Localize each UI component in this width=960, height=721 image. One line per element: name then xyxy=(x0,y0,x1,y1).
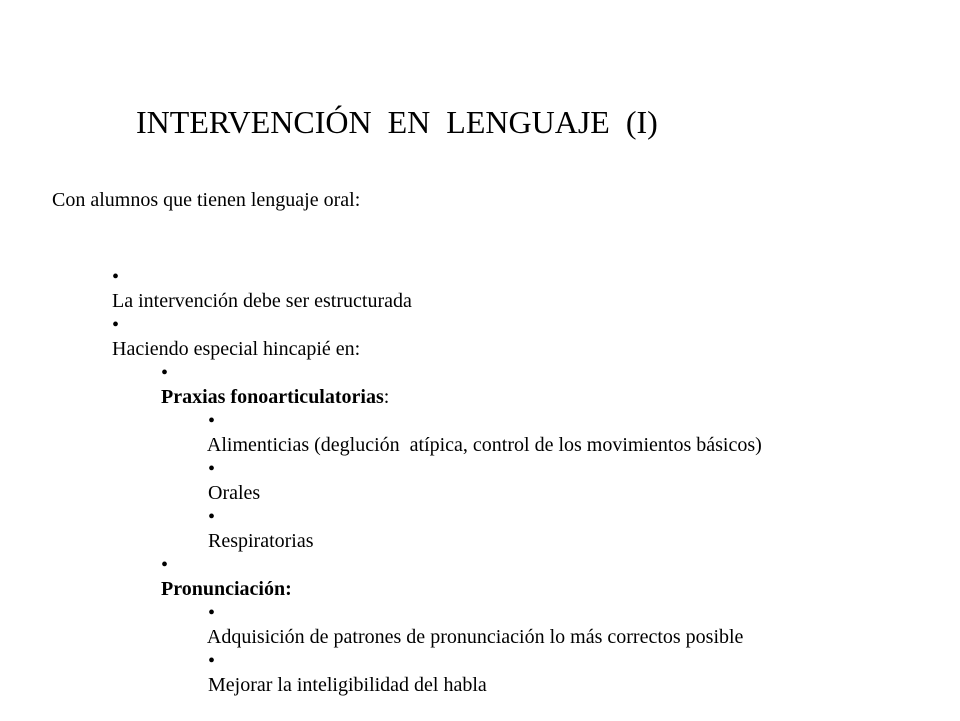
list-item-text: Respiratorias xyxy=(208,530,314,552)
bullet: • xyxy=(161,362,169,384)
list-item-text: Mejorar la inteligibilidad del habla xyxy=(208,674,487,696)
list-item-text: La intervención debe ser estructurada xyxy=(112,290,412,312)
bullet: • xyxy=(208,458,216,480)
bullet: • xyxy=(161,554,169,576)
bullet: • xyxy=(112,266,120,288)
bullet: • xyxy=(208,506,216,528)
list-item-text: Alimenticias (deglución atípica, control de los movimientos básicos) xyxy=(206,434,762,456)
list-item-text: Adquisición de patrones de pronunciación lo más correctos posible xyxy=(206,626,744,648)
list-item-colon: : xyxy=(383,386,390,408)
bullet: • xyxy=(208,602,216,624)
list-item-alimenticias xyxy=(188,385,762,481)
intro-text: Con alumnos que tienen lenguaje oral: xyxy=(52,189,361,211)
list-item-inteligibilidad xyxy=(188,625,487,721)
bullet: • xyxy=(208,410,216,432)
bullet: • xyxy=(208,650,216,672)
list-item-text: Haciendo especial hincapié en: xyxy=(112,338,361,360)
bullet: • xyxy=(112,314,120,336)
list-item-heading: Praxias fonoarticulatorias xyxy=(161,386,384,408)
slide-title: INTERVENCIÓN EN LENGUAJE (I) xyxy=(136,104,658,140)
list-item-heading: Pronunciación: xyxy=(161,578,292,600)
list-item-text: Orales xyxy=(208,482,261,504)
